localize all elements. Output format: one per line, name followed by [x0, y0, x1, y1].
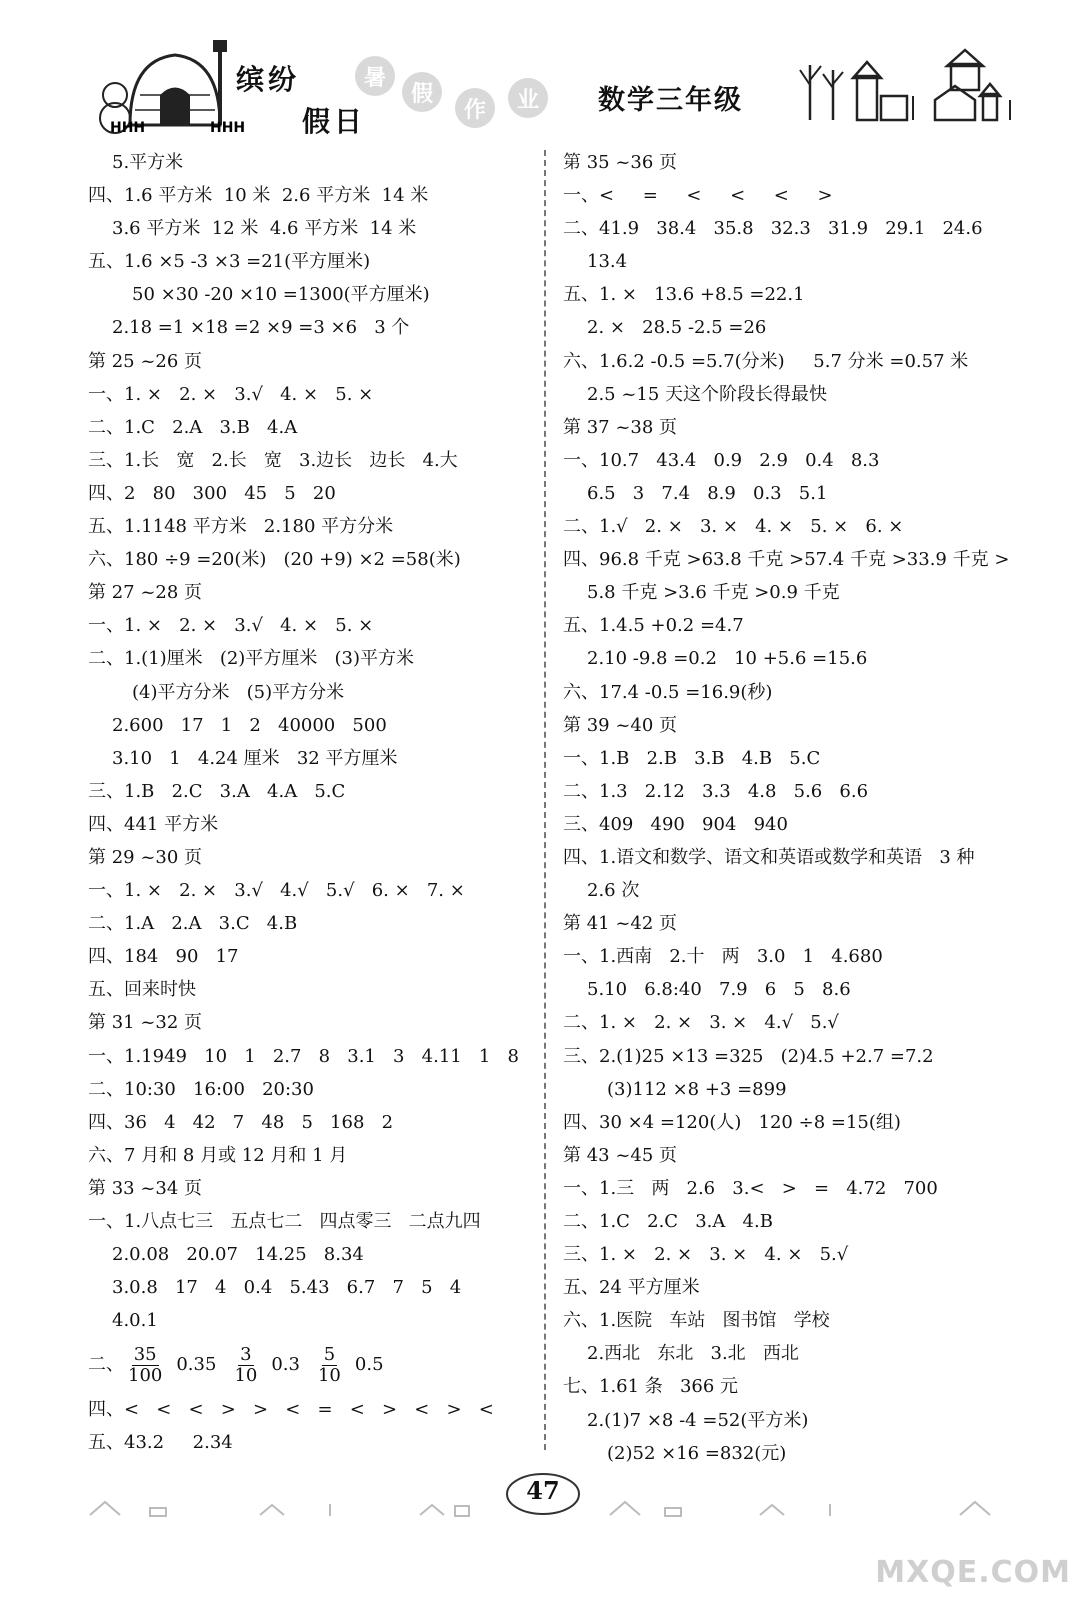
- page-header: [0, 0, 1091, 140]
- houses-trees-illustration: [795, 0, 1025, 140]
- fraction: [128, 1345, 162, 1386]
- answer-line: 二、1.√ 2. × 3. × 4. × 5. × 6. ×: [563, 516, 904, 538]
- answer-line: 2.0.08 20.07 14.25 8.34: [112, 1244, 364, 1266]
- answer-line: 二、1.3 2.12 3.3 4.8 5.6 6.6: [563, 780, 869, 802]
- answer-line: 2.西北 东北 3.北 西北: [587, 1343, 799, 1365]
- left-answer-column: [88, 146, 533, 1460]
- answer-line: 六、1.医院 车站 图书馆 学校: [563, 1310, 830, 1332]
- fraction-denominator: 10: [234, 1364, 258, 1386]
- watermark: MXQE.COM: [875, 1555, 1071, 1590]
- answer-line: 5.10 6.8:40 7.9 6 5 8.6: [587, 979, 851, 1001]
- answer-line: 2.10 -9.8 =0.2 10 +5.6 =15.6: [587, 648, 868, 670]
- answer-line: 2.5 ~15 天这个阶段长得最快: [587, 383, 828, 405]
- answer-line: 一、1.1949 10 1 2.7 8 3.1 3 4.11 1 8: [88, 1045, 519, 1067]
- answer-line: 二、1.(1)厘米 (2)平方厘米 (3)平方米: [88, 648, 414, 670]
- stamp-char-2: 假: [402, 72, 442, 112]
- answer-line: (3)112 ×8 +3 =899: [607, 1078, 787, 1100]
- answer-line: 五、1.1148 平方米 2.180 平方分米: [88, 516, 394, 538]
- fraction-denominator: 100: [128, 1364, 163, 1386]
- answer-line: 第 41 ~42 页: [563, 913, 678, 935]
- answer-line: (2)52 ×16 =832(元): [607, 1442, 787, 1464]
- answer-line: 第 33 ~34 页: [88, 1177, 203, 1199]
- answer-line: 3.6 平方米 12 米 4.6 平方米 14 米: [112, 218, 417, 240]
- title-line-2: 假日: [302, 105, 367, 138]
- stamp-char-4: 业: [508, 78, 548, 118]
- answer-line: 三、1. × 2. × 3. × 4. × 5.√: [563, 1244, 849, 1266]
- answer-line: 四、30 ×4 =120(人) 120 ÷8 =15(组): [563, 1111, 901, 1133]
- answer-line: 2.18 =1 ×18 =2 ×9 =3 ×6 3 个: [112, 317, 410, 339]
- answer-line: 2.600 17 1 2 40000 500: [112, 714, 387, 736]
- svg-text:HHH: HHH: [110, 120, 146, 136]
- answer-line: 一、1.西南 2.十 两 3.0 1 4.680: [563, 946, 883, 968]
- answer-line: 五、1. × 13.6 +8.5 =22.1: [563, 284, 805, 306]
- answer-line: (4)平方分米 (5)平方分米: [132, 681, 345, 703]
- answer-line: 5.8 千克 >3.6 千克 >0.9 千克: [587, 582, 840, 604]
- answer-line: 五、24 平方厘米: [563, 1277, 700, 1299]
- answer-line: 四、441 平方米: [88, 813, 219, 835]
- answer-line: 六、7 月和 8 月或 12 月和 1 月: [88, 1144, 348, 1166]
- answer-line: 一、1. × 2. × 3.√ 4. × 5. ×: [88, 383, 374, 405]
- title-line-1: 缤纷: [236, 63, 301, 96]
- answer-line: 一、1. × 2. × 3.√ 4.√ 5.√ 6. × 7. ×: [88, 880, 465, 902]
- answer-line: 二、41.9 38.4 35.8 32.3 31.9 29.1 24.6: [563, 218, 983, 240]
- answer-line: 3.10 1 4.24 厘米 32 平方厘米: [112, 747, 398, 769]
- answer-line: 4.0.1: [112, 1310, 158, 1332]
- answer-line: 二、10:30 16:00 20:30: [88, 1078, 314, 1100]
- answer-line: 第 37 ~38 页: [563, 416, 678, 438]
- fraction-answer-line: [88, 1337, 533, 1393]
- answer-line: 二、1. × 2. × 3. × 4.√ 5.√: [563, 1012, 839, 1034]
- answer-line: 第 31 ~32 页: [88, 1012, 203, 1034]
- answer-line: 四、184 90 17: [88, 946, 239, 968]
- answer-line: 五、1.6 ×5 -3 ×3 =21(平方厘米): [88, 251, 371, 273]
- stamp-char-3: 作: [455, 88, 495, 128]
- answer-line: 第 25 ~26 页: [88, 350, 203, 372]
- answer-line: 四、1.6 平方米 10 米 2.6 平方米 14 米: [88, 185, 429, 207]
- answer-line: 3.0.8 17 4 0.4 5.43 6.7 7 5 4: [112, 1277, 462, 1299]
- answer-line: 50 ×30 -20 ×10 =1300(平方厘米): [132, 284, 430, 306]
- fraction-denominator: 10: [317, 1364, 341, 1386]
- decimal-value: 0.35: [176, 1354, 217, 1376]
- answer-line: 二、1.C 2.C 3.A 4.B: [563, 1211, 773, 1232]
- answer-line: 一、1.八点七三 五点七二 四点零三 二点九四: [88, 1211, 481, 1232]
- answer-line: 13.4: [587, 251, 628, 273]
- answer-line: 四、96.8 千克 >63.8 千克 >57.4 千克 >33.9 千克 >: [563, 549, 1010, 571]
- decimal-value: 0.3: [271, 1354, 300, 1376]
- svg-text:HHH: HHH: [210, 120, 246, 136]
- answer-line: 二、1.A 2.A 3.C 4.B: [88, 913, 298, 935]
- answer-line: 2.6 次: [587, 880, 640, 902]
- answer-line: 第 27 ~28 页: [88, 582, 203, 604]
- answer-line: 一、10.7 43.4 0.9 2.9 0.4 8.3: [563, 449, 880, 471]
- answer-line: 四、< < < > > < = < > < > <: [88, 1399, 494, 1421]
- fraction: [318, 1345, 341, 1386]
- answer-line: 三、2.(1)25 ×13 =325 (2)4.5 +2.7 =7.2: [563, 1045, 934, 1067]
- answer-line: 第 43 ~45 页: [563, 1144, 678, 1166]
- answer-line: 五、1.4.5 +0.2 =4.7: [563, 615, 744, 637]
- answer-line: 一、< = < < < >: [563, 185, 833, 207]
- answer-line: 一、1.三 两 2.6 3.< > = 4.72 700: [563, 1177, 938, 1199]
- answer-line: 一、1. × 2. × 3.√ 4. × 5. ×: [88, 615, 374, 637]
- answer-line: 二、1.C 2.A 3.B 4.A: [88, 416, 298, 438]
- fraction-numerator: 3: [240, 1343, 252, 1365]
- answer-line: 四、36 4 42 7 48 5 168 2: [88, 1111, 394, 1133]
- decimal-value: 0.5: [354, 1354, 384, 1376]
- answer-line: 一、1.B 2.B 3.B 4.B 5.C: [563, 747, 821, 769]
- answer-line: 六、180 ÷9 =20(米) (20 +9) ×2 =58(米): [88, 549, 461, 571]
- answer-line: 6.5 3 7.4 8.9 0.3 5.1: [587, 482, 828, 504]
- fraction-numerator: 35: [133, 1343, 157, 1365]
- answer-line: 三、1.长 宽 2.长 宽 3.边长 边长 4.大: [88, 449, 458, 471]
- answer-line: 第 29 ~30 页: [88, 846, 203, 868]
- answer-line: 四、2 80 300 45 5 20: [88, 482, 336, 504]
- answer-line: 2. × 28.5 -2.5 =26: [587, 317, 767, 339]
- column-divider: [544, 150, 546, 1450]
- answer-line: 第 39 ~40 页: [563, 714, 678, 736]
- grade-title: 数学三年级: [598, 85, 743, 116]
- answer-line: 五、43.2 2.34: [88, 1432, 233, 1454]
- right-answer-column: [563, 146, 1033, 1470]
- answer-line: 三、1.B 2.C 3.A 4.A 5.C: [88, 780, 346, 802]
- answer-line: 六、1.6.2 -0.5 =5.7(分米) 5.7 分米 =0.57 米: [563, 350, 969, 372]
- fraction-numerator: 5: [323, 1343, 336, 1365]
- answer-line: 七、1.61 条 366 元: [563, 1376, 739, 1398]
- stamp-char-1: 暑: [355, 56, 395, 96]
- page-number: 47: [526, 1476, 560, 1505]
- answer-line: 三、409 490 904 940: [563, 813, 788, 835]
- fraction-line-prefix: 二、: [88, 1354, 124, 1376]
- answer-line: 五、回来时快: [88, 979, 196, 1001]
- answer-line: 六、17.4 -0.5 =16.9(秒): [563, 681, 773, 703]
- answer-line: 四、1.语文和数学、语文和英语或数学和英语 3 种: [563, 846, 975, 868]
- answer-line: 2.(1)7 ×8 -4 =52(平方米): [587, 1409, 809, 1431]
- fraction: [234, 1345, 257, 1386]
- answer-line: 第 35 ~36 页: [563, 152, 678, 173]
- answer-line: 5.平方米: [112, 152, 184, 173]
